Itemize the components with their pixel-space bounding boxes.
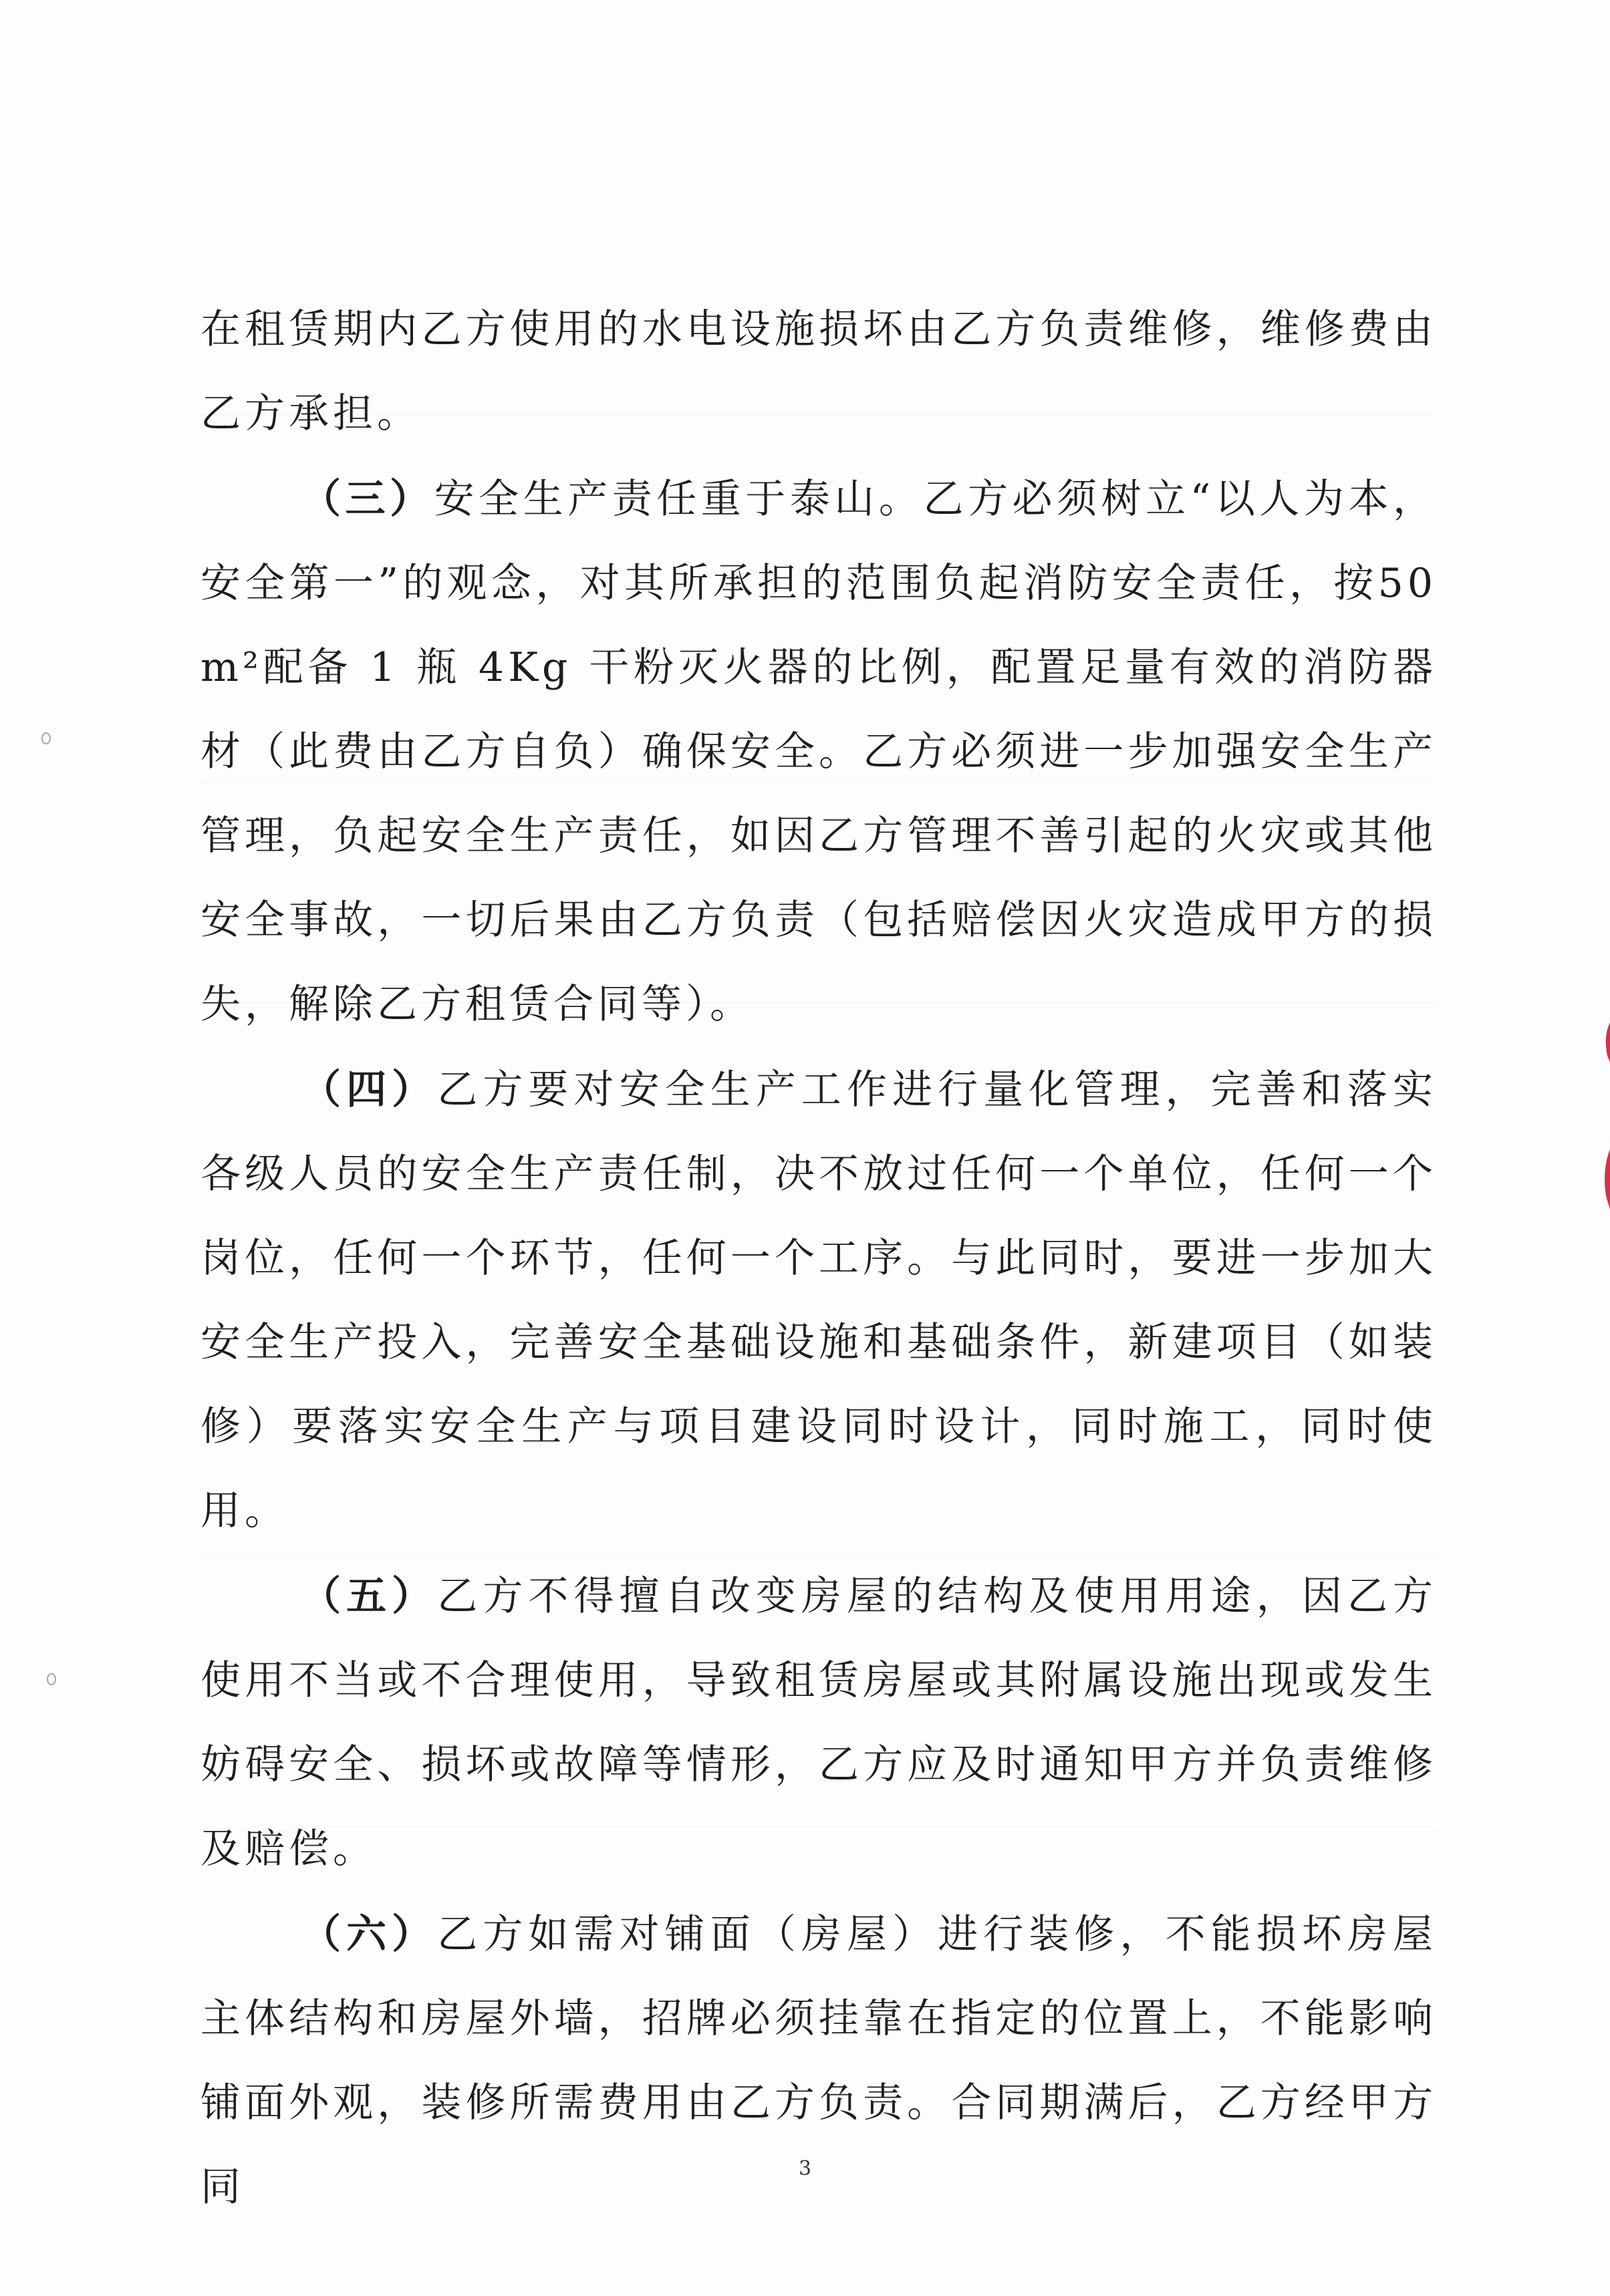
- red-seal-fragment: [1601, 1016, 1610, 1216]
- paragraph-section-3: [200, 457, 1437, 1046]
- seal-edge-icon: [1601, 1016, 1610, 1216]
- scan-speck: [41, 732, 51, 744]
- paragraph-text: 乙方不得擅自改变房屋的结构及使用用途，因乙方使用不当或不合理使用，导致租赁房屋或其附属设施出现或发生妨碍安全、损坏或故障等情形，乙方应及时通知甲方并负责维修及赔偿。: [200, 1573, 1437, 1872]
- section-number: （六）: [301, 1911, 438, 1958]
- scan-speck: [47, 1673, 56, 1685]
- paragraph-text: 乙方如需对铺面（房屋）进行装修，不能损坏房屋主体结构和房屋外墙，招牌必须挂靠在指定的位置上，不能影响铺面外观，装修所需费用由乙方负责。合同期满后，乙方经甲方同: [200, 1911, 1437, 2210]
- section-number: （三）: [301, 476, 434, 523]
- paragraph-text: 在租赁期内乙方使用的水电设施损坏由乙方负责维修，维修费由乙方承担。: [200, 306, 1437, 437]
- paragraph-text: 乙方要对安全生产工作进行量化管理，完善和落实各级人员的安全生产责任制，决不放过任何一个单位，任何一个岗位，任何一个环节，任何一个工序。与此同时，要进一步加大安全生产投入，完善安全基础设施和基础条件，新建项目（如装修）要落实安全生产与项目建设同时设计，同时施工，同时使用。: [200, 1066, 1437, 1534]
- paragraph-section-5: [200, 1554, 1437, 1891]
- section-number: （四）: [301, 1066, 438, 1113]
- paragraph-text: 安全生产责任重于泰山。乙方必须树立“以人为本，安全第一”的观念，对其所承担的范围负起消防安全责任，按50m²配备 1 瓶 4Kg 干粉灭火器的比例，配置足量有效的消防器材（此费由乙方自负）确保安全。乙方必须进一步加强安全生产管理，负起安全生产责任，如因乙方管理不善引起的火灾或其他安全事故，一切后果由乙方负责（包括赔偿因火灾造成甲方的损失，解除乙方租赁合同等）。: [200, 476, 1437, 1028]
- paragraph-continued: [200, 287, 1437, 456]
- paragraph-section-4: [200, 1048, 1437, 1553]
- section-number: （五）: [301, 1573, 438, 1620]
- page-number: 3: [798, 2157, 812, 2180]
- body-text: [200, 287, 1437, 2229]
